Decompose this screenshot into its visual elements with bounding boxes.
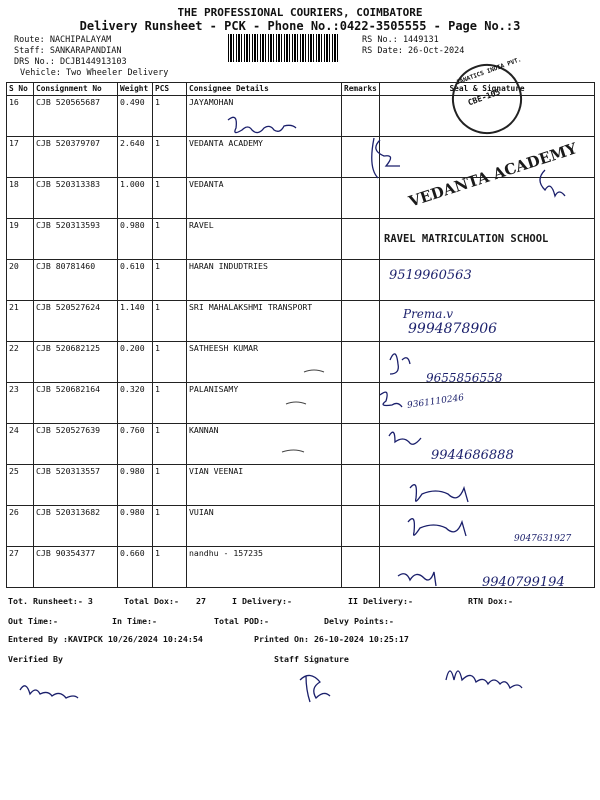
sno-cell: 18 bbox=[7, 178, 34, 219]
signature-25 bbox=[410, 485, 468, 502]
staff: Staff: SANKARAPANDIAN bbox=[14, 46, 122, 56]
consignee-cell: HARAN INDUDTRIES bbox=[187, 260, 342, 301]
consignment-cell: CJB 520313383 bbox=[34, 178, 118, 219]
consignee-cell: VIAN VEENAI bbox=[187, 465, 342, 506]
sno-cell: 20 bbox=[7, 260, 34, 301]
sno-cell: 21 bbox=[7, 301, 34, 342]
entered-by: Entered By :KAVIPCK 10/26/2024 10:24:54 bbox=[8, 634, 203, 644]
weight-cell: 0.490 bbox=[118, 96, 153, 137]
vedanta-stamp: VEDANTA ACADEMY bbox=[406, 139, 580, 211]
pcs-cell: 1 bbox=[153, 301, 187, 342]
weight-cell: 0.320 bbox=[118, 383, 153, 424]
pcs-cell: 1 bbox=[153, 383, 187, 424]
consignee-cell: nandhu - 157235 bbox=[187, 547, 342, 588]
rtn-dox: RTN Dox:- bbox=[468, 596, 513, 606]
sno-cell: 24 bbox=[7, 424, 34, 465]
document-subtitle: Delivery Runsheet - PCK - Phone No.:0422-3505555 - Page No.:3 bbox=[79, 19, 521, 33]
pcs-cell: 1 bbox=[153, 96, 187, 137]
pcs-cell: 1 bbox=[153, 506, 187, 547]
consignee-cell: RAVEL bbox=[187, 219, 342, 260]
consignment-cell: CJB 520682125 bbox=[34, 342, 118, 383]
consignment-cell: CJB 520313682 bbox=[34, 506, 118, 547]
sno-cell: 27 bbox=[7, 547, 34, 588]
weight-cell: 0.610 bbox=[118, 260, 153, 301]
col-consignee: Consignee Details bbox=[187, 83, 342, 96]
vehicle: Vehicle: Two Wheeler Delivery bbox=[20, 68, 169, 78]
weight-cell: 1.140 bbox=[118, 301, 153, 342]
handwritten-name-megalya bbox=[446, 671, 522, 688]
handwritten-phone-6: 9047631927 bbox=[514, 534, 572, 544]
weight-cell: 0.980 bbox=[118, 219, 153, 260]
pcs-cell: 1 bbox=[153, 178, 187, 219]
pcs-cell: 1 bbox=[153, 219, 187, 260]
handwritten-phone-3: 9655856558 bbox=[426, 371, 503, 385]
staff-signature-mark bbox=[300, 675, 330, 702]
total-runsheet: Tot. Runsheet:- 3 bbox=[8, 596, 93, 606]
col-weight: Weight bbox=[118, 83, 153, 96]
pcs-cell: 1 bbox=[153, 260, 187, 301]
consignee-cell: VUIAN bbox=[187, 506, 342, 547]
janatics-stamp-text: JANATICS INDIA PVT. bbox=[455, 56, 523, 87]
staff-signature-label: Staff Signature bbox=[274, 654, 349, 664]
col-pcs: PCS bbox=[153, 83, 187, 96]
signature-24 bbox=[389, 432, 421, 444]
consignment-cell: CJB 80781460 bbox=[34, 260, 118, 301]
consignment-cell: CJB 520682164 bbox=[34, 383, 118, 424]
pcs-cell: 1 bbox=[153, 342, 187, 383]
signature-27 bbox=[398, 572, 436, 586]
col-seal: Seal & Signature bbox=[380, 83, 595, 96]
cbe-stamp-text: CBE-105 bbox=[466, 87, 502, 108]
pcs-cell: 1 bbox=[153, 424, 187, 465]
out-time: Out Time:- bbox=[8, 616, 58, 626]
col-consignment: Consignment No bbox=[34, 83, 118, 96]
consignee-cell: JAYAMOHAN bbox=[187, 96, 342, 137]
total-pod: Total POD:- bbox=[214, 616, 269, 626]
sno-cell: 17 bbox=[7, 137, 34, 178]
col-sno: S No bbox=[7, 83, 34, 96]
weight-cell: 0.660 bbox=[118, 547, 153, 588]
sno-cell: 16 bbox=[7, 96, 34, 137]
ravel-stamp: RAVEL MATRICULATION SCHOOL bbox=[384, 233, 549, 245]
pcs-cell: 1 bbox=[153, 465, 187, 506]
consignment-cell: CJB 520565687 bbox=[34, 96, 118, 137]
signature-26 bbox=[408, 519, 466, 536]
handwritten-phone-5: 9944686888 bbox=[431, 448, 514, 463]
col-remarks: Remarks bbox=[342, 83, 380, 96]
sno-cell: 26 bbox=[7, 506, 34, 547]
ii-delivery: II Delivery:- bbox=[348, 596, 413, 606]
consignee-cell: VEDANTA ACADEMY bbox=[187, 137, 342, 178]
drs-number: DRS No.: DCJB144913103 bbox=[14, 57, 127, 67]
route: Route: NACHIPALAYAM bbox=[14, 35, 112, 45]
remark-scribbles bbox=[282, 370, 324, 452]
printed-on: Printed On: 26-10-2024 10:25:17 bbox=[254, 634, 409, 644]
document-title: THE PROFESSIONAL COURIERS, COIMBATORE bbox=[177, 6, 423, 19]
signature-18 bbox=[540, 170, 565, 196]
handwritten-name-2: Prema.v bbox=[403, 307, 454, 321]
consignment-cell: CJB 520527624 bbox=[34, 301, 118, 342]
i-delivery: I Delivery:- bbox=[232, 596, 292, 606]
consignment-cell: CJB 90354377 bbox=[34, 547, 118, 588]
consignment-cell: CJB 520379707 bbox=[34, 137, 118, 178]
sno-cell: 22 bbox=[7, 342, 34, 383]
consignee-cell: SRI MAHALAKSHMI TRANSPORT bbox=[187, 301, 342, 342]
pcs-cell: 1 bbox=[153, 137, 187, 178]
sno-cell: 19 bbox=[7, 219, 34, 260]
sno-cell: 23 bbox=[7, 383, 34, 424]
delivery-points: Delvy Points:- bbox=[324, 616, 394, 626]
verified-by-label: Verified By bbox=[8, 654, 63, 664]
weight-cell: 0.760 bbox=[118, 424, 153, 465]
signature-22 bbox=[390, 354, 410, 374]
consignment-cell: CJB 520313593 bbox=[34, 219, 118, 260]
sno-cell: 25 bbox=[7, 465, 34, 506]
rs-number: RS No.: 1449131 bbox=[362, 35, 439, 45]
signature-23 bbox=[380, 392, 402, 407]
weight-cell: 0.200 bbox=[118, 342, 153, 383]
consignee-cell: PALANISAMY bbox=[187, 383, 342, 424]
handwritten-phone-1: 9519960563 bbox=[389, 268, 472, 283]
weight-cell: 2.640 bbox=[118, 137, 153, 178]
consignee-cell: KANNAN bbox=[187, 424, 342, 465]
weight-cell: 0.980 bbox=[118, 465, 153, 506]
consignee-cell: SATHEESH KUMAR bbox=[187, 342, 342, 383]
pcs-cell: 1 bbox=[153, 547, 187, 588]
rs-date: RS Date: 26-Oct-2024 bbox=[362, 46, 465, 56]
total-dox-value: 27 bbox=[196, 596, 206, 606]
total-dox-label: Total Dox:- bbox=[124, 596, 179, 606]
handwritten-phone-2: 9994878906 bbox=[408, 321, 498, 337]
weight-cell: 1.000 bbox=[118, 178, 153, 219]
handwritten-phone-7: 9940799194 bbox=[482, 575, 565, 590]
consignee-cell: VEDANTA bbox=[187, 178, 342, 219]
weight-cell: 0.980 bbox=[118, 506, 153, 547]
signature-17 bbox=[372, 138, 400, 178]
consignment-cell: CJB 520527639 bbox=[34, 424, 118, 465]
signature-16 bbox=[228, 117, 296, 132]
verifier-signature bbox=[20, 686, 78, 698]
consignment-cell: CJB 520313557 bbox=[34, 465, 118, 506]
handwritten-phone-4: 9361110246 bbox=[406, 393, 465, 411]
in-time: In Time:- bbox=[112, 616, 157, 626]
